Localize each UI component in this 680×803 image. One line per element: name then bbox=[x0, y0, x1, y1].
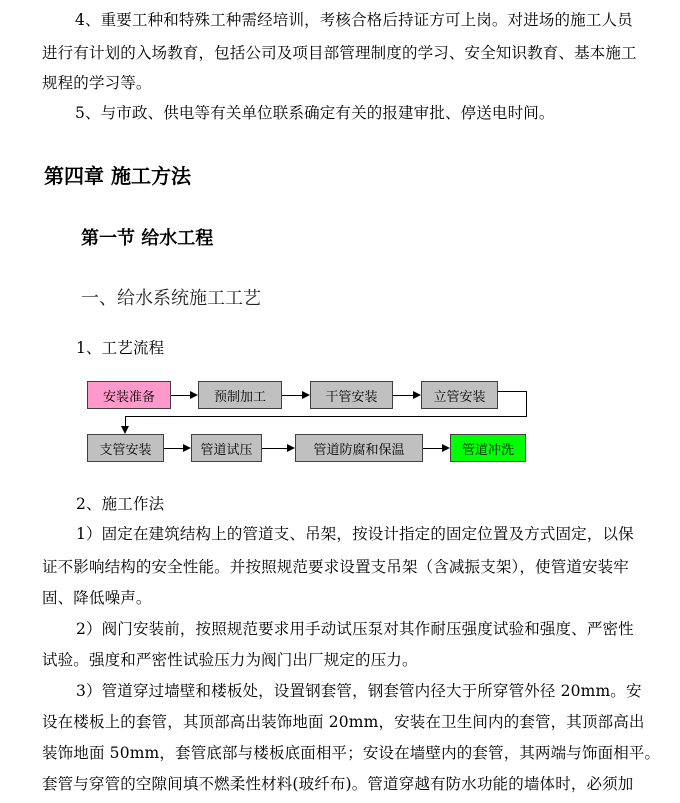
flow-connector bbox=[393, 395, 413, 396]
paragraph-4-line-1: 4、重要工种和特殊工种需经培训，考核合格后持证方可上岗。对进场的施工人员 bbox=[75, 11, 633, 29]
flow-step-branch: 支管安装 bbox=[87, 434, 164, 462]
flow-connector bbox=[171, 395, 190, 396]
section-title: 第一节 给水工程 bbox=[81, 228, 214, 249]
flow-connector bbox=[526, 391, 527, 417]
paragraph-3-line-4: 套管与穿管的空隙间填不燃柔性材料(玻纤布)。管道穿越有防水功能的墙体时，必须加 bbox=[42, 775, 634, 793]
flow-step-pressure-test: 管道试压 bbox=[191, 434, 262, 462]
flow-connector bbox=[125, 416, 527, 417]
paragraph-1-line-3: 固、降低噪声。 bbox=[42, 589, 152, 607]
paragraph-3-line-3: 装饰地面 50mm，套管底部与楼板底面相平；安设在墙壁内的套管，其两端与饰面相平。 bbox=[42, 744, 661, 762]
flow-connector bbox=[262, 448, 287, 449]
flow-connector bbox=[282, 395, 302, 396]
flow-connector bbox=[125, 416, 126, 426]
paragraph-4-line-2: 进行有计划的入场教育，包括公司及项目部管理制度的学习、安全知识教育、基本施工 bbox=[42, 44, 637, 62]
paragraph-1-line-2: 证不影响结构的安全性能。并按照规范要求设置支吊架（含减振支架），使管道安装牢 bbox=[42, 558, 629, 576]
arrow-right-icon bbox=[190, 391, 198, 399]
flow-step-prefab: 预制加工 bbox=[198, 381, 282, 409]
flow-step-flush: 管道冲洗 bbox=[450, 434, 526, 462]
flow-step-anticorrosion: 管道防腐和保温 bbox=[295, 434, 423, 462]
paragraph-3-line-2: 设在楼板上的套管，其顶部高出装饰地面 20mm，安装在卫生间内的套管，其顶部高出 bbox=[42, 713, 645, 731]
paragraph-4-line-3: 规程的学习等。 bbox=[42, 74, 152, 92]
paragraph-3-line-1: 3）管道穿过墙壁和楼板处，设置钢套管，钢套管内径大于所穿管外径 20mm。安 bbox=[76, 682, 642, 700]
paragraph-1-line-1: 1）固定在建筑结构上的管道支、吊架，按设计指定的固定位置及方式固定，以保 bbox=[76, 525, 634, 543]
flow-step-install-prep: 安装准备 bbox=[87, 381, 171, 409]
flow-connector bbox=[423, 448, 442, 449]
item-1-title: 1、工艺流程 bbox=[76, 339, 165, 357]
arrow-right-icon bbox=[302, 391, 310, 399]
arrow-right-icon bbox=[183, 444, 191, 452]
chapter-title: 第四章 施工方法 bbox=[44, 164, 191, 188]
arrow-down-icon bbox=[121, 426, 129, 434]
arrow-right-icon bbox=[442, 444, 450, 452]
arrow-right-icon bbox=[413, 391, 421, 399]
flow-connector bbox=[164, 448, 183, 449]
paragraph-5-line-1: 5、与市政、供电等有关单位联系确定有关的报建审批、停送电时间。 bbox=[75, 104, 555, 122]
flow-step-main-pipe: 干管安装 bbox=[310, 381, 393, 409]
paragraph-2-line-2: 试验。强度和严密性试验压力为阀门出厂规定的压力。 bbox=[42, 651, 418, 669]
paragraph-2-line-1: 2）阀门安装前，按照规范要求用手动试压泵对其作耐压强度试验和强度、严密性 bbox=[76, 620, 634, 638]
subsection-title: 一、给水系统施工工艺 bbox=[81, 288, 261, 309]
item-2-title: 2、施工作法 bbox=[76, 495, 165, 513]
flow-step-riser: 立管安装 bbox=[421, 381, 498, 409]
flow-connector bbox=[498, 391, 527, 392]
arrow-right-icon bbox=[287, 444, 295, 452]
